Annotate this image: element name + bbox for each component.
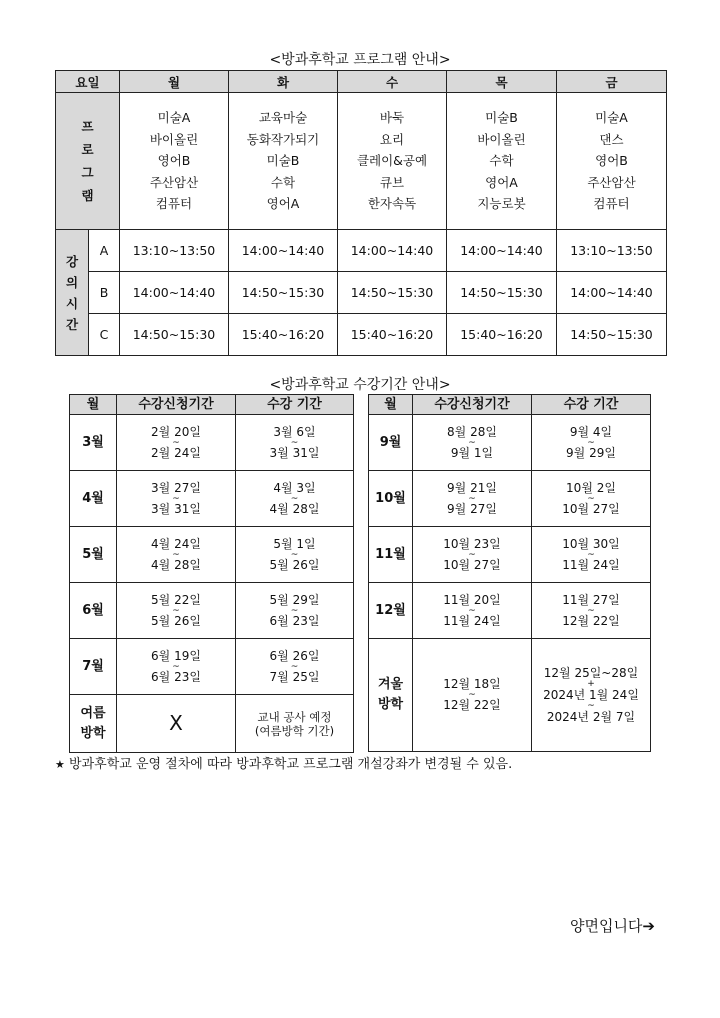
month-cell: 5월	[70, 527, 117, 583]
day-header: 화	[229, 71, 338, 93]
date-to: 6월 23일	[269, 613, 320, 628]
date-to: 10월 27일	[562, 501, 620, 516]
date-from: 10월 23일	[443, 536, 501, 551]
summer-course-line: 교내 공사 예정	[257, 709, 332, 724]
month-cell: 11월	[369, 527, 413, 583]
month-cell	[70, 695, 117, 753]
program-row	[56, 93, 667, 230]
tilde: ~	[290, 661, 299, 672]
program-item: 동화작가되기	[246, 131, 320, 147]
schedule-header-row	[369, 395, 651, 415]
date-from: 5월 22일	[151, 592, 201, 607]
program-item: 교육마술	[258, 110, 308, 126]
date-from: 4월 3일	[273, 480, 316, 495]
program-item: 미술A	[595, 110, 628, 126]
date-to: 9월 29일	[566, 445, 616, 460]
program-item: 컴퓨터	[155, 196, 193, 212]
date-from: 11월 20일	[443, 592, 501, 607]
date-to: 6월 23일	[151, 669, 201, 684]
schedule-row	[369, 527, 651, 583]
month-cell	[369, 639, 413, 752]
period-row	[56, 230, 667, 272]
period-name: A	[89, 230, 120, 272]
star-icon: ★	[55, 758, 65, 771]
program-item: 바둑	[379, 110, 405, 126]
date-from: 10월 30일	[562, 536, 620, 551]
course-period-cell	[236, 639, 354, 695]
month-cell: 6월	[70, 583, 117, 639]
apply-header: 수강신청기간	[413, 395, 532, 415]
time-cell: 14:00~14:40	[338, 230, 447, 272]
date-to: 4월 28일	[269, 501, 320, 516]
course-period-cell	[532, 583, 651, 639]
time-cell: 15:40~16:20	[338, 314, 447, 356]
tilde: ~	[587, 437, 595, 448]
program-table	[55, 70, 667, 356]
schedule-row	[70, 415, 354, 471]
program-item: 영어B	[595, 153, 628, 169]
time-cell: 14:50~15:30	[120, 314, 229, 356]
course-period-cell	[532, 415, 651, 471]
time-cell: 14:50~15:30	[447, 272, 557, 314]
day-header: 월	[120, 71, 229, 93]
schedule-row	[369, 583, 651, 639]
date-from: 9월 4일	[569, 424, 613, 439]
date-from: 10월 2일	[566, 480, 616, 495]
tilde: ~	[172, 493, 180, 504]
date-to: 9월 27일	[447, 501, 497, 516]
date-to: 11월 24일	[562, 557, 620, 572]
apply-header: 수강신청기간	[117, 395, 236, 415]
schedule-header-row	[70, 395, 354, 415]
date-from: 6월 26일	[269, 648, 320, 663]
apply-period-cell	[117, 639, 236, 695]
period-row	[56, 272, 667, 314]
winter-row	[369, 639, 651, 752]
schedule-row	[70, 471, 354, 527]
date-to: 2월 24일	[151, 445, 201, 460]
tilde: ~	[468, 690, 476, 700]
winter-apply	[413, 639, 532, 752]
day-header: 목	[447, 71, 557, 93]
schedule-row	[70, 639, 354, 695]
date-to: 10월 27일	[443, 557, 501, 572]
program-item: 한자속독	[367, 196, 417, 212]
date-to: 12월 22일	[562, 613, 620, 628]
time-cell: 15:40~16:20	[229, 314, 338, 356]
program-cell	[557, 93, 667, 230]
time-cell: 13:10~13:50	[120, 230, 229, 272]
program-item: 지능로봇	[477, 196, 526, 212]
summer-row	[70, 695, 354, 753]
course-header: 수강 기간	[236, 395, 354, 415]
apply-period-cell	[413, 527, 532, 583]
day-header: 금	[557, 71, 667, 93]
month-header: 월	[369, 395, 413, 415]
tilde: ~	[587, 493, 595, 504]
time-cell: 14:00~14:40	[120, 272, 229, 314]
date-from: 2월 20일	[151, 424, 201, 439]
schedule-row	[369, 471, 651, 527]
summer-apply: X	[117, 695, 236, 753]
course-period-cell	[236, 471, 354, 527]
tilde: ~	[587, 701, 595, 711]
date-to: 11월 24일	[443, 613, 501, 628]
date-from: 5월 29일	[269, 592, 320, 607]
corner-cell: 요일	[56, 71, 120, 93]
program-item: 컴퓨터	[593, 196, 630, 212]
program-item: 수학	[489, 153, 514, 169]
month-cell: 9월	[369, 415, 413, 471]
time-cell: 14:00~14:40	[447, 230, 557, 272]
time-cell: 14:50~15:30	[557, 314, 667, 356]
program-cell	[447, 93, 557, 230]
tilde: ~	[172, 661, 180, 672]
tilde: ~	[468, 493, 476, 504]
date-from: 3월 27일	[151, 480, 201, 495]
program-item: 영어B	[157, 153, 191, 169]
program-item: 요리	[379, 131, 405, 147]
date-to: 12월 22일	[443, 698, 501, 712]
note-text: 방과후학교 운영 절차에 따라 방과후학교 프로그램 개설강좌가 변경될 수 있음.	[69, 757, 513, 772]
summer-label: 여름방학	[80, 705, 106, 741]
winter-course-line: 12월 25일~28일	[543, 666, 639, 680]
apply-period-cell	[117, 527, 236, 583]
program-item: 영어A	[266, 196, 300, 212]
program-item: 미술A	[157, 110, 191, 126]
apply-period-cell	[117, 583, 236, 639]
course-header: 수강 기간	[532, 395, 651, 415]
program-cell	[229, 93, 338, 230]
apply-period-cell	[117, 471, 236, 527]
tilde: ~	[172, 605, 180, 616]
time-cell: 14:50~15:30	[229, 272, 338, 314]
time-cell: 13:10~13:50	[557, 230, 667, 272]
date-to: 5월 26일	[151, 613, 201, 628]
winter-course-line: 2024년 2월 7일	[546, 710, 636, 724]
winter-course-line: 2024년 1월 24일	[543, 688, 639, 702]
program-title: <방과후학교 프로그램 안내>	[269, 52, 451, 68]
date-from: 11월 27일	[562, 592, 620, 607]
date-from: 3월 6일	[273, 424, 316, 439]
month-cell: 10월	[369, 471, 413, 527]
plus-sign: +	[587, 679, 595, 689]
date-to: 5월 26일	[269, 557, 320, 572]
program-item: 큐브	[379, 174, 405, 190]
program-label	[56, 93, 120, 230]
period-name: B	[89, 272, 120, 314]
program-item: 바이올린	[149, 131, 199, 147]
date-from: 5월 1일	[273, 536, 316, 551]
schedule-table-right	[368, 394, 651, 752]
course-period-cell	[532, 527, 651, 583]
date-to: 4월 28일	[151, 557, 201, 572]
tilde: ~	[290, 493, 299, 504]
month-cell: 4월	[70, 471, 117, 527]
month-header: 월	[70, 395, 117, 415]
tilde: ~	[172, 549, 180, 560]
tilde: ~	[172, 437, 180, 448]
day-header-row	[56, 71, 667, 93]
tilde: ~	[468, 437, 476, 448]
schedule-row	[70, 527, 354, 583]
summer-course	[236, 695, 354, 753]
month-cell: 7월	[70, 639, 117, 695]
course-period-cell	[236, 583, 354, 639]
time-cell: 15:40~16:20	[447, 314, 557, 356]
tilde: ~	[587, 605, 595, 616]
program-item: 주산암산	[587, 174, 636, 190]
date-to: 3월 31일	[151, 501, 201, 516]
time-cell: 14:00~14:40	[229, 230, 338, 272]
time-cell: 14:50~15:30	[338, 272, 447, 314]
program-item: 주산암산	[149, 174, 199, 190]
apply-period-cell	[413, 471, 532, 527]
apply-period-cell	[117, 415, 236, 471]
day-header: 수	[338, 71, 447, 93]
time-label-text: 강의시간	[65, 253, 79, 332]
time-cell: 14:00~14:40	[557, 272, 667, 314]
program-item: 영어A	[485, 174, 518, 190]
schedule-title: <방과후학교 수강기간 안내>	[269, 377, 451, 393]
program-item: 수학	[270, 174, 296, 190]
tilde: ~	[468, 605, 476, 616]
course-period-cell	[532, 471, 651, 527]
schedule-table-left	[69, 394, 354, 753]
program-label-text: 프로그램	[81, 119, 94, 203]
tilde: ~	[290, 605, 299, 616]
program-item: 바이올린	[477, 131, 526, 147]
date-to: 7월 25일	[269, 669, 320, 684]
date-to: 9월 1일	[450, 445, 494, 460]
summer-course-line: (여름방학 기간)	[254, 723, 335, 738]
program-cell	[338, 93, 447, 230]
date-from: 6월 19일	[151, 648, 201, 663]
tilde: ~	[290, 549, 299, 560]
period-row	[56, 314, 667, 356]
date-from: 8월 28일	[447, 424, 497, 439]
program-item: 미술B	[485, 110, 518, 126]
apply-period-cell	[413, 583, 532, 639]
course-period-cell	[236, 415, 354, 471]
tilde: ~	[468, 549, 476, 560]
month-cell: 12월	[369, 583, 413, 639]
month-cell: 3월	[70, 415, 117, 471]
date-from: 9월 21일	[447, 480, 497, 495]
program-item: 미술B	[266, 153, 300, 169]
program-item: 댄스	[599, 131, 624, 147]
program-item: 클레이&공예	[356, 153, 428, 169]
apply-period-cell	[413, 415, 532, 471]
program-cell	[120, 93, 229, 230]
date-to: 3월 31일	[269, 445, 320, 460]
double-sided-notice: 양면입니다➔	[569, 917, 655, 935]
date-from: 12월 18일	[443, 677, 501, 691]
winter-course	[532, 639, 651, 752]
course-period-cell	[236, 527, 354, 583]
tilde: ~	[290, 437, 299, 448]
schedule-row	[369, 415, 651, 471]
time-label	[56, 230, 89, 356]
date-from: 4월 24일	[151, 536, 201, 551]
tilde: ~	[587, 549, 595, 560]
note	[55, 753, 512, 772]
period-name: C	[89, 314, 120, 356]
winter-label: 겨울방학	[377, 677, 404, 712]
schedule-row	[70, 583, 354, 639]
